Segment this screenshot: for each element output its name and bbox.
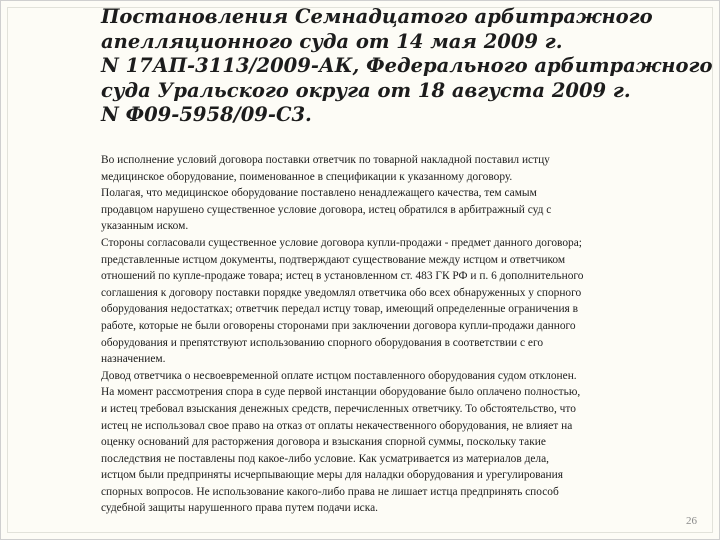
title-line: Постановления Семнадцатого арбитражного xyxy=(101,5,653,28)
body-line: работе, которые не были оговорены сторонами при заключении договора купли-продажи данного xyxy=(101,319,576,332)
body-line: продавцом нарушено существенное условие договора, истец обратился в арбитражный суд с xyxy=(101,203,552,216)
body-line: оценку оснований для расторжения договора и взыскания спорной суммы, поскольку такие xyxy=(101,436,546,449)
body-line: соглашения к договору поставки порядке уведомлял ответчика обо всех обнаруженных у спорного xyxy=(101,286,582,299)
body-line: Полагая, что медицинское оборудование поставлено ненадлежащего качества, тем самым xyxy=(101,187,537,200)
body-line: истец не использовал свое право на отказ от оплаты некачественного оборудования, не влияет на xyxy=(101,419,573,432)
body-line: указанным иском. xyxy=(101,220,189,233)
body-line: истцом были предприняты исчерпывающие меры для наладки оборудования и урегулирования xyxy=(101,469,563,482)
body-line: назначением. xyxy=(101,353,166,366)
body-line: судебной защиты нарушенного права путем подачи иска. xyxy=(101,502,379,515)
body-line: Довод ответчика о несвоевременной оплате истцом поставленного оборудования судом отклонен. xyxy=(101,369,577,382)
body-line: спорных вопросов. Не использование какого-либо права не лишает истца предпринять способ xyxy=(101,485,559,498)
body-line: Во исполнение условий договора поставки ответчик по товарной накладной поставил истцу xyxy=(101,154,550,166)
body-line: отношений по купле-продаже товара; истец в установленном ст. 483 ГК РФ и п. 6 дополнительного xyxy=(101,270,584,283)
body-line: оборудования недостатках; ответчик передал истцу товар, имеющий определенные ограничения в xyxy=(101,303,579,316)
body-line: Стороны согласовали существенное условие договора купли-продажи - предмет данного договора; xyxy=(101,236,582,249)
body-text xyxy=(101,152,701,517)
body-line: оборудования и препятствуют использованию спорного оборудования в соответствии с его xyxy=(101,336,544,349)
body-line: последствия не поставлены под какое-либо условие. Как усматривается из материалов дела, xyxy=(101,452,550,465)
body-line: медицинское оборудование, поименованное в спецификации к указанному договору. xyxy=(101,170,513,183)
slide-title xyxy=(101,5,713,128)
title-line: апелляционного суда от 14 мая 2009 г. xyxy=(101,29,563,53)
body-line: представленные истцом документы, подтверждают существование между истцом и ответчиком xyxy=(101,253,566,266)
title-line: суда Уральского округа от 18 августа 2009 г. xyxy=(101,78,631,102)
body-line: На момент рассмотрения спора в суде первой инстанции оборудование было оплачено полностью, xyxy=(101,386,581,399)
page-number: 26 xyxy=(686,515,697,527)
title-line: N Ф09-5958/09-С3. xyxy=(101,103,312,126)
body-line: и истец требовал взыскания денежных средств, перечисленных ответчику. То обстоятельство, что xyxy=(101,402,576,415)
title-line: N 17АП-3113/2009-АК, Федерального арбитражного xyxy=(101,54,713,77)
